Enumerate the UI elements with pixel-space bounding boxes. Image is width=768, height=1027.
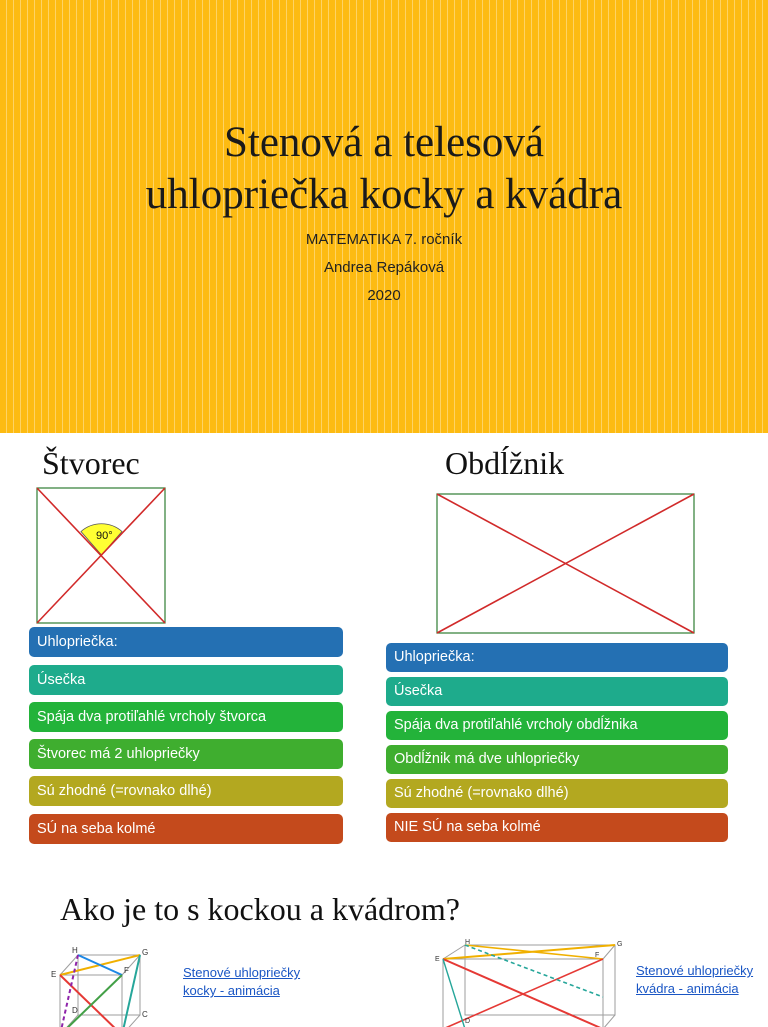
title-slide — [0, 0, 768, 433]
author-text: Andrea Repáková — [323, 259, 445, 276]
presentation-title — [0, 117, 768, 221]
link-cuboid-line-2: kvádra - animácia — [636, 981, 739, 996]
vertex-d: D — [72, 1006, 78, 1015]
solids-slide — [0, 863, 768, 1024]
square-figure — [37, 488, 165, 623]
cuboid-vertex-d: D — [465, 1018, 471, 1025]
angle-label: 90° — [96, 530, 113, 542]
cuboid-vertex-f: F — [595, 952, 600, 959]
title-line-2: uhlopriečka kocky a kvádra — [145, 171, 623, 218]
square-heading: Štvorec — [42, 445, 140, 481]
cube-figure — [48, 945, 168, 1025]
square-bar-usecka: Úsečka — [29, 665, 343, 695]
vertex-g: G — [142, 948, 149, 957]
square-bar-uhlopriecka: Uhlopriečka: — [29, 627, 343, 657]
square-bar-pocet: Štvorec má 2 uhlopriečky — [29, 739, 343, 769]
diagonals-slide — [0, 433, 768, 863]
cuboid-figure — [435, 937, 635, 1027]
link-cube-line-1: Stenové uhlopriečky — [183, 965, 301, 980]
link-cuboid-animation[interactable] — [636, 962, 753, 998]
rectangle-bar-pocet: Obdĺžnik má dve uhlopriečky — [386, 745, 728, 774]
cuboid-vertex-e: E — [435, 956, 440, 963]
link-cuboid-line-1: Stenové uhlopriečky — [636, 963, 754, 978]
cuboid-diagonal-side — [443, 959, 465, 1027]
square-bar-zhodne: Sú zhodné (=rovnako dlhé) — [29, 776, 343, 806]
rectangle-bar-uhlopriecka: Uhlopriečka: — [386, 643, 728, 672]
link-cube-animation[interactable] — [183, 964, 300, 1000]
cuboid-vertex-h: H — [465, 939, 471, 946]
vertex-f: F — [124, 966, 129, 975]
link-cube-line-2: kocky - animácia — [183, 983, 280, 998]
rectangle-bar-usecka: Úsečka — [386, 677, 728, 706]
vertex-c: C — [142, 1010, 148, 1019]
cuboid-vertex-g: G — [617, 941, 623, 948]
subject-text: MATEMATIKA 7. ročník — [305, 231, 463, 248]
year-text: 2020 — [367, 287, 401, 304]
cube-diagonal-top-2 — [78, 955, 122, 975]
rectangle-bar-vrcholy: Spája dva protiľahlé vrcholy obdĺžnika — [386, 711, 728, 740]
rectangle-bar-kolme: NIE SÚ na seba kolmé — [386, 813, 728, 842]
vertex-e: E — [51, 970, 57, 979]
square-bar-kolme: SÚ na seba kolmé — [29, 814, 343, 844]
solids-heading: Ako je to s kockou a kvádrom? — [60, 891, 460, 927]
rectangle-bar-zhodne: Sú zhodné (=rovnako dlhé) — [386, 779, 728, 808]
square-bar-vrcholy: Spája dva protiľahlé vrcholy štvorca — [29, 702, 343, 732]
title-line-1: Stenová a telesová — [223, 119, 544, 166]
rectangle-figure — [437, 494, 694, 633]
rectangle-heading: Obdĺžnik — [445, 445, 565, 481]
vertex-h: H — [72, 946, 78, 955]
